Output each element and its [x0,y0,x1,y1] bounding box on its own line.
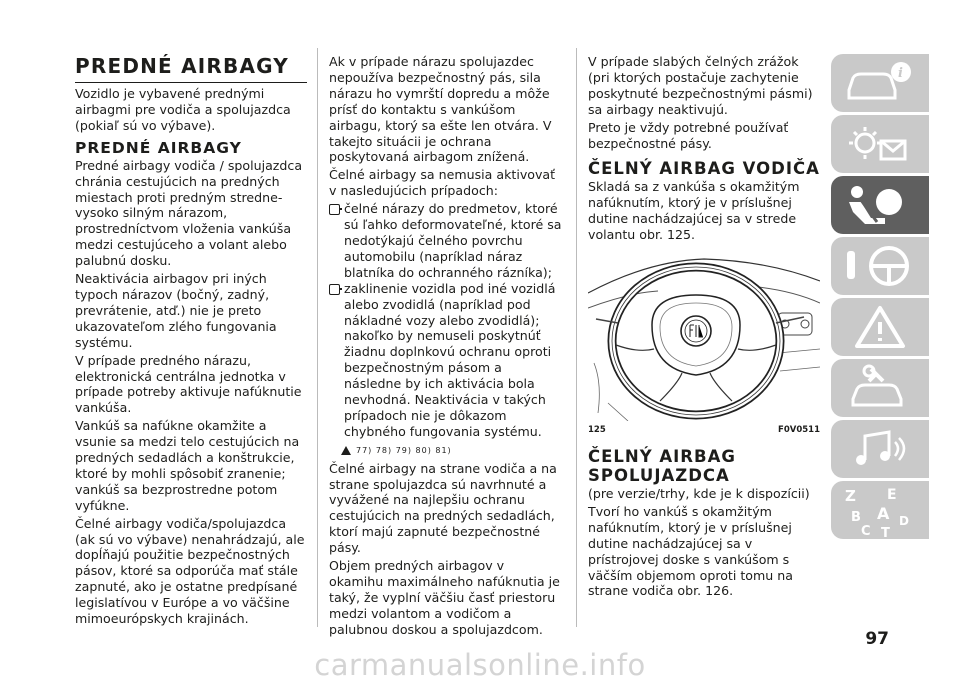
svg-text:B: B [851,510,861,525]
svg-text:D: D [899,514,909,528]
watermark: carmanualsonline.info [314,648,646,682]
column-1 [75,54,307,629]
paragraph: (pre verzie/trhy, kde je k dispozícii) [588,485,810,501]
list-item-text: čelné nárazy do predmetov, ktoré sú ľahko deformovateľné, ktoré sa nedotýkajú čelného povrchu automobilu (napríklad náraz blatníka do ochranného rázníka); [344,201,562,280]
column-divider [317,48,318,627]
paragraph: Skladá sa z vankúša s okamžitým nafúknutím, ktorý je v príslušnej dutine nachádzajúcej sa v strede volantu obr. 125. [588,179,800,243]
paragraph: Objem predných airbagov v okamihu maximálneho nafúknutia je taký, že vyplní väčšiu časť priestoru medzi volantom a vodičom a palubnou doskou a spolujazdcom. [329,558,560,637]
svg-text:C: C [861,524,871,539]
svg-text:A: A [877,504,890,523]
warning-lights-icon [831,115,929,173]
list-item [329,201,562,281]
tab-emergency[interactable] [831,298,929,356]
page-number: 97 [865,629,889,649]
warning-triangle-icon [831,298,929,356]
paragraph: Čelné airbagy sa nemusia aktivovať v nasledujúcich prípadoch: [329,167,556,199]
figure-code: F0V0511 [778,425,820,436]
battery-bullet-icon [329,284,340,295]
key-steering-icon [831,237,929,295]
paragraph: Neaktivácia airbagov pri iných typoch nárazov (bočný, zadný, prevrátenie, atď.) nie je preto ukazovateľom zlého fungovania systému. [75,271,277,350]
section-heading-front-airbags: PREDNÉ AIRBAGY [75,138,242,157]
page-title: PREDNÉ AIRBAGY [75,54,307,83]
paragraph: Ak v prípade nárazu spolujazdec nepoužíva bezpečnostný pás, sila nárazu ho vymrští dopredu a môže prísť do kontaktu s vankúšom airbagu, ktorý sa ešte len otvára. V takejto situácii je ochrana poskytovaná airbagom znížená. [329,54,552,165]
tab-starting-driving[interactable] [831,237,929,295]
car-info-icon [831,54,929,112]
tab-maintenance[interactable] [831,359,929,417]
index-letters-icon [831,481,929,539]
column-3 [588,54,820,601]
svg-text:T: T [881,526,890,539]
svg-text:E: E [887,487,897,503]
section-heading-driver-airbag: ČELNÝ AIRBAG VODIČA [588,159,820,179]
column-divider [576,48,577,627]
tab-index[interactable] [831,481,929,539]
tab-safety[interactable] [831,176,929,234]
paragraph: Vankúš sa nafúkne okamžite a vsunie sa medzi telo cestujúcich na predných sedadlách a konštrukcie, ktoré by mohli spôsobiť zranenie; vankúš sa bezprostredne potom vyfúkne. [75,418,300,513]
paragraph: Čelné airbagy vodiča/spolujazdca (ak sú vo výbave) nenahrádzajú, ale dopĺňajú použitie bezpečnostných pásov, ktoré sa odporúča mať stále zapnuté, ako je ostatne predpísané legislatívou v Európe a vo väčšine mimoeurópskych krajinách. [75,515,305,627]
warning-triangle-icon [341,446,351,455]
battery-bullet-icon [329,204,340,215]
paragraph: V prípade slabých čelných zrážok (pri ktorých postačuje zachytenie poskytnuté bezpečnostnými pásmi) sa airbagy neaktivujú. [588,54,813,117]
figure-number: 125 [588,425,606,436]
paragraph: V prípade predného nárazu, elektronická centrálna jednotka v prípade potreby aktivuje nafúknutie vankúša. [75,352,302,416]
steering-wheel-figure [588,253,820,421]
figure-caption [588,423,820,439]
svg-text:i: i [898,66,903,81]
warning-references [341,443,562,459]
wrench-car-icon [831,359,929,417]
tab-warning-lights[interactable] [831,115,929,173]
airbag-seat-icon [831,176,929,234]
steering-wheel-illustration [588,253,820,421]
multimedia-icon [831,420,929,478]
chapter-tabs [831,54,929,542]
intro-paragraph: Vozidlo je vybavené prednými airbagmi pre vodiča a spolujazdca (pokiaľ sú vo výbave). [75,86,291,133]
paragraph: Preto je vždy potrebné používať bezpečnostné pásy. [588,119,789,151]
tab-vehicle-knowledge[interactable] [831,54,929,112]
paragraph: Predné airbagy vodiča / spolujazdca chránia cestujúcich na predných miestach proti predným stredne-vysoko silným nárazom, prostredníctvom vloženia vankúša medzi cestujúceho a volant alebo palubnú dosku. [75,157,303,269]
section-heading-passenger-airbag: ČELNÝ AIRBAG SPOLUJAZDCA [588,446,736,485]
paragraph: Tvorí ho vankúš s okamžitým nafúknutím, ktorý je v príslušnej dutine nachádzajúcej sa v prístrojovej doske s vankúšom s väčším objemom oproti tomu na strane vodiča obr. 126. [588,503,793,599]
tab-multimedia[interactable] [831,420,929,478]
reference-numbers: 77) 78) 79) 80) 81) [356,445,452,455]
list-item [329,281,562,440]
svg-text:Z: Z [845,487,856,505]
list-item-text: zaklinenie vozidla pod iné vozidlá alebo zvodidlá (napríklad pod nákladné vozy alebo zvodidlá); nakoľko by nemuseli poskytnúť žiadnu doplnkovú ochranu oproti bezpečnostným pásom a následne by ich aktivácia bola nevhodná. Neaktivácia v takých prípadoch nie je dôkazom chybného fungovania systému. [344,280,556,439]
column-2 [329,54,562,640]
paragraph: Čelné airbagy na strane vodiča a na strane spolujazdca sú navrhnuté a vyvážené na najlepšiu ochranu cestujúcich na predných sedadlách, ktorí majú zapnuté bezpečnostné pásy. [329,460,557,556]
